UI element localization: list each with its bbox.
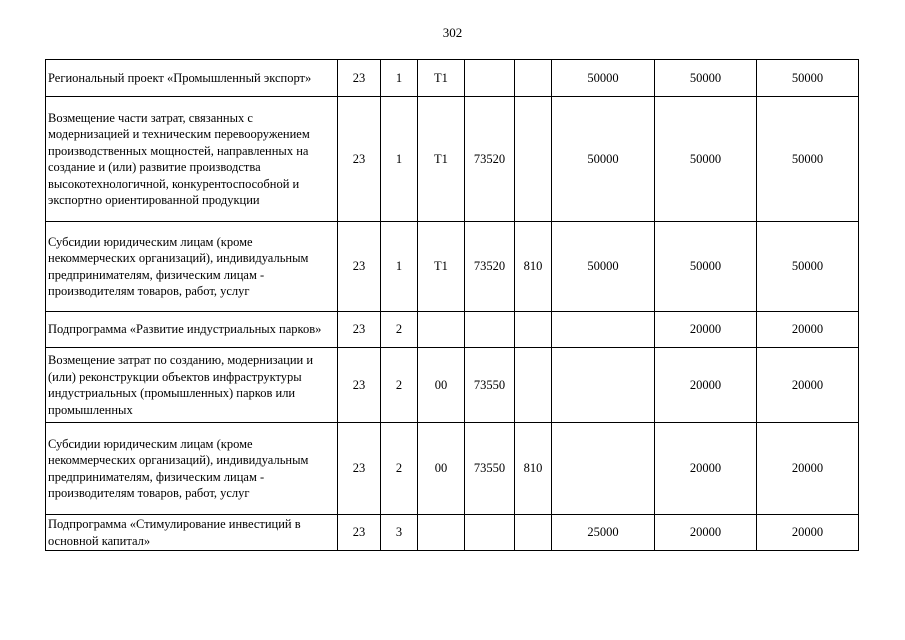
amount-3: 20000 xyxy=(757,515,859,551)
amount-2: 20000 xyxy=(655,348,757,423)
amount-3: 50000 xyxy=(757,97,859,222)
section-code: 23 xyxy=(338,97,381,222)
subsection-code: 3 xyxy=(381,515,418,551)
amount-2: 50000 xyxy=(655,60,757,97)
row-name: Субсидии юридическим лицам (кроме некоммерческих организаций), индивидуальным предпринимателям, физическим лицам - производителям товаров, работ, услуг xyxy=(46,222,338,312)
amount-2: 20000 xyxy=(655,423,757,515)
subsection-code: 1 xyxy=(381,222,418,312)
direction-code: 73520 xyxy=(465,97,515,222)
direction-code: 73550 xyxy=(465,348,515,423)
amount-1: 50000 xyxy=(552,60,655,97)
amount-1 xyxy=(552,423,655,515)
program-code xyxy=(418,515,465,551)
expense-type-code xyxy=(515,515,552,551)
row-name: Подпрограмма «Стимулирование инвестиций в основной капитал» xyxy=(46,515,338,551)
amount-1: 50000 xyxy=(552,97,655,222)
amount-2: 20000 xyxy=(655,312,757,348)
amount-3: 50000 xyxy=(757,222,859,312)
amount-2: 50000 xyxy=(655,222,757,312)
section-code: 23 xyxy=(338,423,381,515)
table-row xyxy=(46,222,859,312)
direction-code xyxy=(465,312,515,348)
section-code: 23 xyxy=(338,60,381,97)
table-row xyxy=(46,97,859,222)
section-code: 23 xyxy=(338,222,381,312)
program-code: T1 xyxy=(418,60,465,97)
amount-3: 20000 xyxy=(757,423,859,515)
subsection-code: 2 xyxy=(381,312,418,348)
direction-code: 73520 xyxy=(465,222,515,312)
program-code: T1 xyxy=(418,222,465,312)
subsection-code: 1 xyxy=(381,60,418,97)
section-code: 23 xyxy=(338,515,381,551)
page-number: 302 xyxy=(442,25,463,40)
amount-1 xyxy=(552,312,655,348)
expense-type-code: 810 xyxy=(515,222,552,312)
program-code xyxy=(418,312,465,348)
amount-2: 50000 xyxy=(655,97,757,222)
amount-1 xyxy=(552,348,655,423)
row-name: Региональный проект «Промышленный экспорт» xyxy=(46,60,338,97)
expense-type-code xyxy=(515,312,552,348)
row-name: Субсидии юридическим лицам (кроме некоммерческих организаций), индивидуальным предпринимателям, физическим лицам - производителям товаров, работ, услуг xyxy=(46,423,338,515)
table-row xyxy=(46,312,859,348)
table-row xyxy=(46,348,859,423)
row-name: Возмещение затрат по созданию, модернизации и (или) реконструкции объектов инфраструктуры индустриальных (промышленных) парков или промышленных xyxy=(46,348,338,423)
direction-code xyxy=(465,60,515,97)
expense-type-code xyxy=(515,97,552,222)
table-row xyxy=(46,423,859,515)
table-row xyxy=(46,515,859,551)
direction-code: 73550 xyxy=(465,423,515,515)
subsection-code: 2 xyxy=(381,348,418,423)
row-name: Возмещение части затрат, связанных с модернизацией и техническим перевооружением производственных мощностей, направленных на создание и (или) развитие производства высокотехнологичной, конкурентоспособной и экспортно ориентированной продукции xyxy=(46,97,338,222)
expense-type-code xyxy=(515,348,552,423)
subsection-code: 1 xyxy=(381,97,418,222)
section-code: 23 xyxy=(338,348,381,423)
amount-2: 20000 xyxy=(655,515,757,551)
amount-1: 25000 xyxy=(552,515,655,551)
row-name: Подпрограмма «Развитие индустриальных парков» xyxy=(46,312,338,348)
program-code: 00 xyxy=(418,423,465,515)
program-code: 00 xyxy=(418,348,465,423)
program-code: T1 xyxy=(418,97,465,222)
section-code: 23 xyxy=(338,312,381,348)
expense-type-code xyxy=(515,60,552,97)
amount-1: 50000 xyxy=(552,222,655,312)
subsection-code: 2 xyxy=(381,423,418,515)
table-row xyxy=(46,60,859,97)
expense-type-code: 810 xyxy=(515,423,552,515)
budget-table xyxy=(45,59,859,551)
direction-code xyxy=(465,515,515,551)
amount-3: 50000 xyxy=(757,60,859,97)
amount-3: 20000 xyxy=(757,312,859,348)
amount-3: 20000 xyxy=(757,348,859,423)
